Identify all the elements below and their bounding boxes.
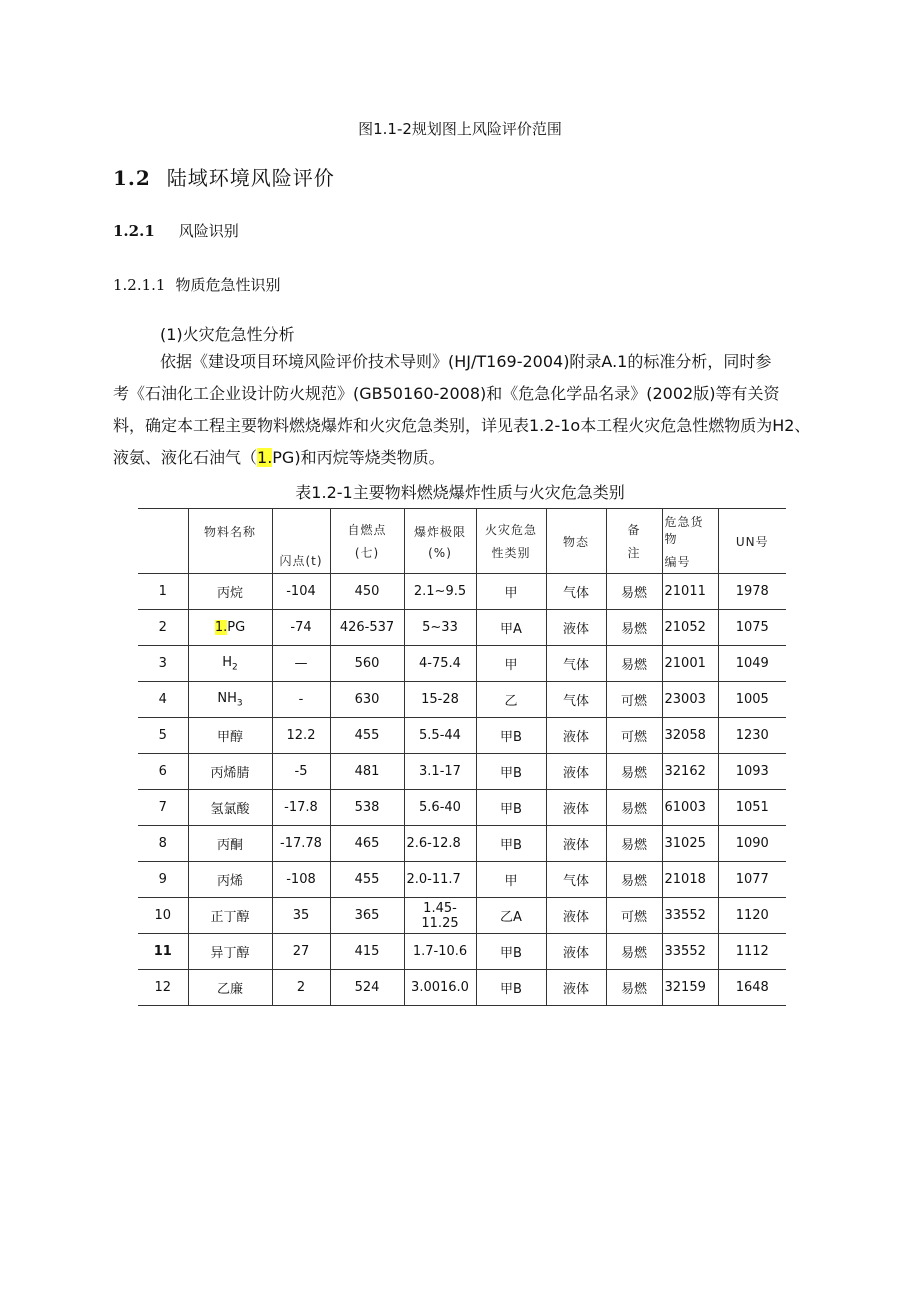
cell-dg: 32162 xyxy=(662,754,718,790)
cell-exp: 4-75.4 xyxy=(404,646,476,682)
subsubsection-number: 1.2.1.1 xyxy=(113,276,166,294)
header-name: 物料名称 xyxy=(188,509,272,574)
cell-no: 7 xyxy=(138,790,188,826)
cell-name: 丙烷 xyxy=(188,574,272,610)
header-explosion-limit: 爆炸极限 (%) xyxy=(404,509,476,574)
cell-un: 1978 xyxy=(718,574,786,610)
header-flash: 闪点(t) xyxy=(272,509,330,574)
cell-flash: — xyxy=(272,646,330,682)
section-number: 1.2 xyxy=(113,166,151,190)
table-row xyxy=(138,646,786,682)
cell-flash: -74 xyxy=(272,610,330,646)
cell-ign: 455 xyxy=(330,862,404,898)
header-ignition: 自燃点 (七) xyxy=(330,509,404,574)
cell-note: 易燃 xyxy=(606,826,662,862)
cell-name: 正丁醇 xyxy=(188,898,272,934)
cell-fire: 甲 xyxy=(476,646,546,682)
cell-exp: 1.7-10.6 xyxy=(404,934,476,970)
cell-name: 丙烯腈 xyxy=(188,754,272,790)
cell-exp: 15-28 xyxy=(404,682,476,718)
cell-ign: 455 xyxy=(330,718,404,754)
cell-fire: 甲 xyxy=(476,862,546,898)
paragraph-line-4 xyxy=(113,442,445,474)
cell-no: 5 xyxy=(138,718,188,754)
cell-state: 气体 xyxy=(546,682,606,718)
cell-name: 氢氯酸 xyxy=(188,790,272,826)
cell-fire: 甲 xyxy=(476,574,546,610)
cell-note: 易燃 xyxy=(606,574,662,610)
cell-state: 液体 xyxy=(546,754,606,790)
cell-name: 乙廉 xyxy=(188,970,272,1006)
cell-dg: 33552 xyxy=(662,934,718,970)
table-row xyxy=(138,610,786,646)
cell-dg: 21001 xyxy=(662,646,718,682)
subsubsection-heading xyxy=(113,274,281,295)
cell-flash: 27 xyxy=(272,934,330,970)
cell-dg: 23003 xyxy=(662,682,718,718)
cell-dg: 21011 xyxy=(662,574,718,610)
cell-no: 6 xyxy=(138,754,188,790)
cell-no: 12 xyxy=(138,970,188,1006)
cell-name: 丙烯 xyxy=(188,862,272,898)
cell-flash: 35 xyxy=(272,898,330,934)
cell-state: 液体 xyxy=(546,790,606,826)
cell-fire: 甲A xyxy=(476,610,546,646)
section-heading xyxy=(113,162,335,191)
cell-state: 液体 xyxy=(546,934,606,970)
subsection-number: 1.2.1 xyxy=(113,222,155,240)
paragraph-line-1: 依据《建设项目环境风险评价技术导则》(HJ/T169-2004)附录A.1的标准分析，同时参 xyxy=(160,352,772,371)
cell-un: 1648 xyxy=(718,970,786,1006)
cell-dg: 32159 xyxy=(662,970,718,1006)
header-no xyxy=(138,509,188,574)
table-row xyxy=(138,898,786,934)
cell-flash: -17.8 xyxy=(272,790,330,826)
cell-flash: 2 xyxy=(272,970,330,1006)
cell-un: 1093 xyxy=(718,754,786,790)
cell-no: 2 xyxy=(138,610,188,646)
cell-name: $NH_3$ xyxy=(188,682,272,718)
cell-note: 易燃 xyxy=(606,970,662,1006)
subsection-heading xyxy=(113,220,239,241)
cell-fire: 甲B xyxy=(476,718,546,754)
cell-fire: 乙 xyxy=(476,682,546,718)
cell-note: 易燃 xyxy=(606,862,662,898)
cell-exp: 2.0-11.7 xyxy=(404,862,476,898)
cell-un: 1005 xyxy=(718,682,786,718)
cell-state: 液体 xyxy=(546,898,606,934)
cell-note: 可燃 xyxy=(606,718,662,754)
cell-state: 液体 xyxy=(546,970,606,1006)
cell-no: 11 xyxy=(138,934,188,970)
cell-un: 1230 xyxy=(718,718,786,754)
cell-flash: - xyxy=(272,682,330,718)
cell-state: 液体 xyxy=(546,610,606,646)
cell-no: 10 xyxy=(138,898,188,934)
cell-un: 1075 xyxy=(718,610,786,646)
cell-state: 气体 xyxy=(546,862,606,898)
cell-exp: 1.45-11.25 xyxy=(404,898,476,934)
cell-dg: 33552 xyxy=(662,898,718,934)
cell-no: 9 xyxy=(138,862,188,898)
table-header-row xyxy=(138,509,786,574)
cell-flash: -104 xyxy=(272,574,330,610)
cell-fire: 甲B xyxy=(476,934,546,970)
highlight-mark: 1. xyxy=(257,448,273,467)
cell-ign: 426-537 xyxy=(330,610,404,646)
cell-flash: -17.78 xyxy=(272,826,330,862)
cell-dg: 21018 xyxy=(662,862,718,898)
cell-name: 丙酮 xyxy=(188,826,272,862)
cell-exp: 3.1-17 xyxy=(404,754,476,790)
table-row xyxy=(138,826,786,862)
subsubsection-title: 物质危急性识别 xyxy=(175,276,281,294)
cell-un: 1120 xyxy=(718,898,786,934)
header-state: 物态 xyxy=(546,509,606,574)
cell-ign: 524 xyxy=(330,970,404,1006)
cell-exp: 5.6-40 xyxy=(404,790,476,826)
cell-exp: 2.6-12.8 xyxy=(404,826,476,862)
cell-no: 1 xyxy=(138,574,188,610)
cell-exp: 5~33 xyxy=(404,610,476,646)
cell-no: 8 xyxy=(138,826,188,862)
cell-exp: 2.1~9.5 xyxy=(404,574,476,610)
cell-state: 气体 xyxy=(546,646,606,682)
table-row xyxy=(138,718,786,754)
header-un: UN号 xyxy=(718,509,786,574)
header-fire-class: 火灾危急 性类别 xyxy=(476,509,546,574)
paragraph-line-2: 考《石油化工企业设计防火规范》(GB50160-2008)和《危急化学品名录》(2002版)等有关资 xyxy=(113,384,780,403)
cell-note: 可燃 xyxy=(606,682,662,718)
figure-caption: 图1.1-2规划图上风险评价范围 xyxy=(358,120,562,138)
cell-ign: 630 xyxy=(330,682,404,718)
cell-state: 液体 xyxy=(546,718,606,754)
cell-ign: 365 xyxy=(330,898,404,934)
cell-flash: -5 xyxy=(272,754,330,790)
cell-un: 1112 xyxy=(718,934,786,970)
table-row xyxy=(138,574,786,610)
table-row xyxy=(138,862,786,898)
cell-state: 气体 xyxy=(546,574,606,610)
cell-state: 液体 xyxy=(546,826,606,862)
cell-note: 易燃 xyxy=(606,934,662,970)
table-row xyxy=(138,682,786,718)
cell-fire: 甲B xyxy=(476,826,546,862)
cell-note: 易燃 xyxy=(606,754,662,790)
cell-flash: 12.2 xyxy=(272,718,330,754)
cell-un: 1051 xyxy=(718,790,786,826)
cell-note: 易燃 xyxy=(606,790,662,826)
table-row xyxy=(138,790,786,826)
cell-ign: 481 xyxy=(330,754,404,790)
header-dg-number: 危急货物 编号 xyxy=(662,509,718,574)
cell-no: 3 xyxy=(138,646,188,682)
hazard-table xyxy=(138,508,786,1006)
subsection-title: 风险识别 xyxy=(178,222,239,240)
paragraph-line-3: 料，确定本工程主要物料燃烧爆炸和火灾危急类别，详见表1.2-1o本工程火灾危急性燃物质为H2、 xyxy=(113,416,811,435)
cell-fire: 甲B xyxy=(476,790,546,826)
cell-no: 4 xyxy=(138,682,188,718)
table-row xyxy=(138,934,786,970)
table-caption: 表1.2-1主要物料燃烧爆炸性质与火灾危急类别 xyxy=(295,483,625,502)
cell-un: 1090 xyxy=(718,826,786,862)
cell-ign: 560 xyxy=(330,646,404,682)
cell-note: 易燃 xyxy=(606,610,662,646)
cell-flash: -108 xyxy=(272,862,330,898)
cell-note: 易燃 xyxy=(606,646,662,682)
paragraph-line-4-start: 液氨、液化石油气（ xyxy=(113,448,258,467)
cell-name: 甲醇 xyxy=(188,718,272,754)
cell-dg: 31025 xyxy=(662,826,718,862)
cell-ign: 465 xyxy=(330,826,404,862)
cell-fire: 乙A xyxy=(476,898,546,934)
cell-name: $H_2$ xyxy=(188,646,272,682)
cell-note: 可燃 xyxy=(606,898,662,934)
cell-exp: 3.0016.0 xyxy=(404,970,476,1006)
cell-fire: 甲B xyxy=(476,754,546,790)
cell-ign: 415 xyxy=(330,934,404,970)
subheading: (1)火灾危急性分析 xyxy=(160,325,295,344)
cell-ign: 538 xyxy=(330,790,404,826)
header-note: 备 注 xyxy=(606,509,662,574)
table-row xyxy=(138,970,786,1006)
table-row xyxy=(138,754,786,790)
cell-name: 1.PG xyxy=(188,610,272,646)
section-title: 陆域环境风险评价 xyxy=(166,166,335,190)
cell-ign: 450 xyxy=(330,574,404,610)
cell-un: 1049 xyxy=(718,646,786,682)
paragraph-line-4-end: PG)和丙烷等烧类物质。 xyxy=(272,448,445,467)
cell-exp: 5.5-44 xyxy=(404,718,476,754)
cell-un: 1077 xyxy=(718,862,786,898)
cell-dg: 32058 xyxy=(662,718,718,754)
cell-fire: 甲B xyxy=(476,970,546,1006)
cell-dg: 61003 xyxy=(662,790,718,826)
cell-dg: 21052 xyxy=(662,610,718,646)
cell-name: 异丁醇 xyxy=(188,934,272,970)
